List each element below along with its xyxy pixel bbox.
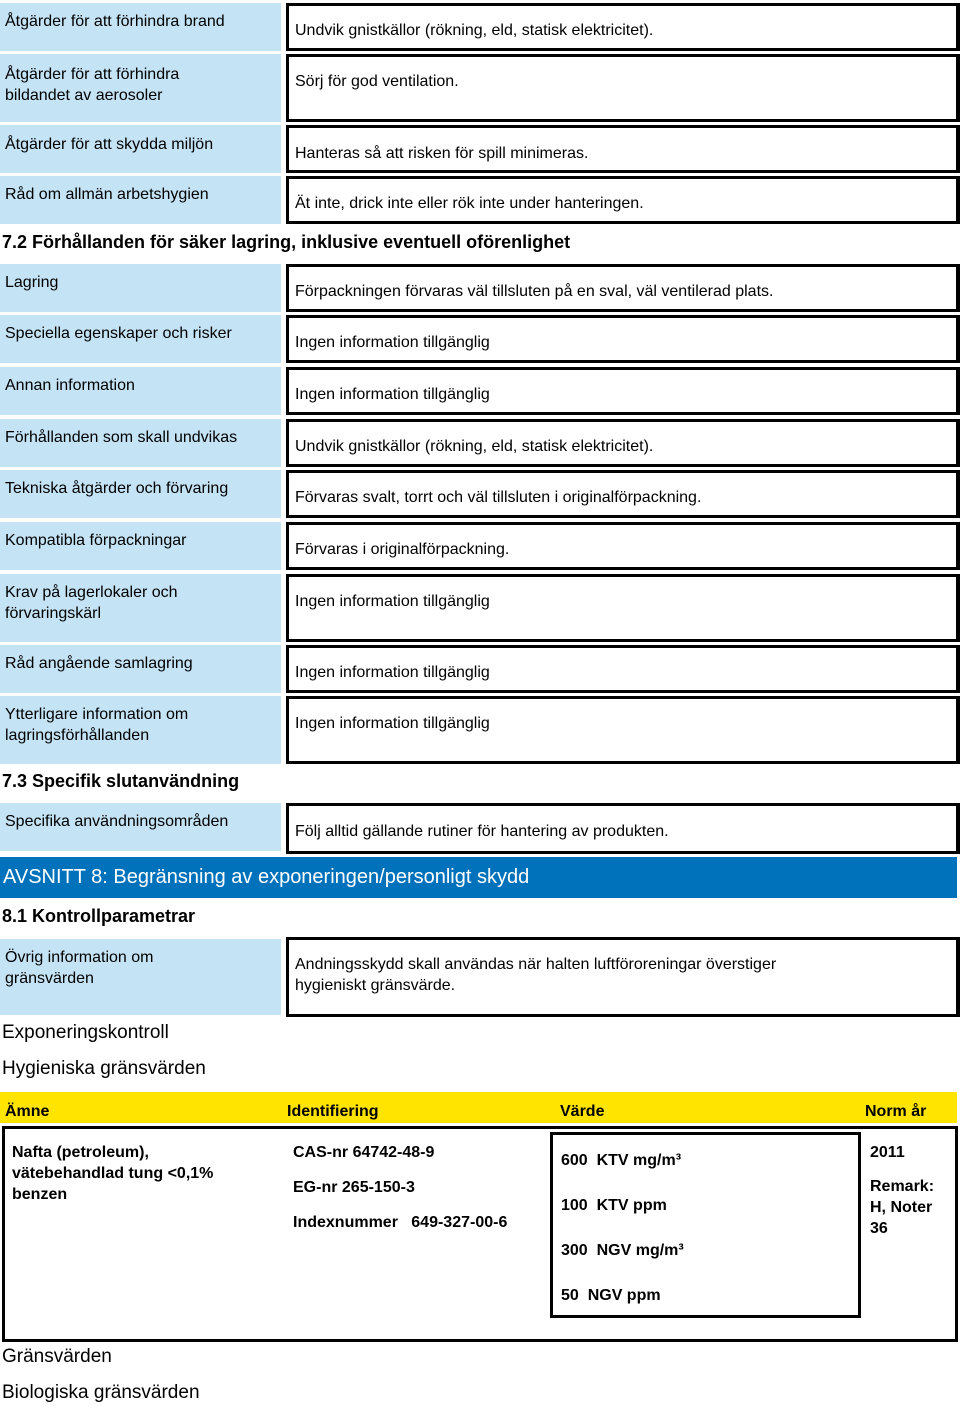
section-8-1-title: 8.1 Kontrollparametrar bbox=[2, 906, 196, 926]
label-limit-info: Övrig information om gränsvärden bbox=[0, 939, 281, 1015]
cell-identification bbox=[293, 1142, 507, 1233]
limit-number: 100 bbox=[561, 1197, 588, 1214]
value-other-information: Ingen information tillgänglig bbox=[286, 367, 960, 415]
value-technical-measures: Förvaras svalt, torrt och väl tillsluten i originalförpackning. bbox=[286, 470, 960, 518]
cas-value: 64742-48-9 bbox=[352, 1144, 435, 1161]
limit-unit: NGV ppm bbox=[587, 1287, 661, 1304]
label-storage-requirements: Krav på lagerlokaler och förvaringskärl bbox=[0, 574, 281, 642]
label-other-information: Annan information bbox=[0, 367, 281, 415]
remark-line: H, Noter bbox=[870, 1199, 933, 1216]
limit-unit: KTV mg/m³ bbox=[596, 1152, 682, 1169]
section-7-2-title: 7.2 Förhållanden för säker lagring, inklusive eventuell oförenlighet bbox=[2, 232, 571, 252]
limit-number: 600 bbox=[561, 1152, 588, 1169]
index-value: 649-327-00-6 bbox=[411, 1214, 508, 1231]
label-fire-prevention: Åtgärder för att förhindra brand bbox=[0, 3, 281, 51]
substance-line: Nafta (petroleum), bbox=[12, 1144, 149, 1161]
exposure-control-title: Exponeringskontroll bbox=[2, 1022, 169, 1043]
value-environment-protection: Hanteras så att risken för spill minimeras. bbox=[286, 125, 960, 173]
eg-value: 265-150-3 bbox=[341, 1179, 415, 1196]
value-conditions-to-avoid: Undvik gnistkällor (rökning, eld, statisk elektricitet). bbox=[286, 419, 960, 467]
value-special-properties: Ingen information tillgänglig bbox=[286, 315, 960, 363]
value-storage-requirements: Ingen information tillgänglig bbox=[286, 574, 960, 642]
eg-label: EG-nr bbox=[293, 1179, 338, 1196]
limit-number: 50 bbox=[561, 1287, 579, 1304]
value-fire-prevention: Undvik gnistkällor (rökning, eld, statisk elektricitet). bbox=[286, 3, 960, 51]
label-compatible-packaging: Kompatibla förpackningar bbox=[0, 522, 281, 570]
cell-norm-year bbox=[870, 1142, 934, 1239]
limit-unit: NGV mg/m³ bbox=[596, 1242, 684, 1259]
section-8-banner: AVSNITT 8: Begränsning av exponeringen/personligt skydd bbox=[0, 857, 957, 898]
label-storage: Lagring bbox=[0, 264, 281, 312]
cas-label: CAS-nr bbox=[293, 1144, 349, 1161]
label-environment-protection: Åtgärder för att skydda miljön bbox=[0, 125, 281, 173]
header-value: Värde bbox=[560, 1103, 605, 1120]
bio-limits-title: Biologiska gränsvärden bbox=[2, 1382, 200, 1403]
label-conditions-to-avoid: Förhållanden som skall undvikas bbox=[0, 419, 281, 467]
value-work-hygiene: Ät inte, drick inte eller rök inte under hanteringen. bbox=[286, 176, 960, 224]
remark-line: Remark: bbox=[870, 1178, 935, 1195]
label-co-storage: Råd angående samlagring bbox=[0, 645, 281, 693]
limits-title: Gränsvärden bbox=[2, 1346, 112, 1367]
value-co-storage: Ingen information tillgänglig bbox=[286, 645, 960, 693]
hygiene-limits-title: Hygieniska gränsvärden bbox=[2, 1058, 206, 1079]
value-specific-uses: Följ alltid gällande rutiner för hantering av produkten. bbox=[286, 803, 960, 854]
header-substance: Ämne bbox=[5, 1103, 50, 1120]
label-additional-storage-info: Ytterligare information om lagringsförhållanden bbox=[0, 696, 281, 764]
substance-line: benzen bbox=[12, 1186, 68, 1203]
label-technical-measures: Tekniska åtgärder och förvaring bbox=[0, 470, 281, 518]
limit-values bbox=[561, 1150, 684, 1306]
remark-line: 36 bbox=[870, 1220, 888, 1237]
substance-line: vätebehandlad tung <0,1% bbox=[12, 1165, 214, 1182]
section-7-3-title: 7.3 Specifik slutanvändning bbox=[2, 771, 240, 791]
value-storage: Förpackningen förvaras väl tillsluten på en sval, väl ventilerad plats. bbox=[286, 264, 960, 312]
label-aerosol-prevention: Åtgärder för att förhindra bildandet av aerosoler bbox=[0, 54, 281, 122]
value-aerosol-prevention: Sörj för god ventilation. bbox=[286, 54, 960, 122]
value-limit-info: Andningsskydd skall användas när halten luftföroreningar överstiger hygieniskt gränsvärde. bbox=[286, 937, 960, 1017]
table-header bbox=[0, 1092, 957, 1123]
limit-number: 300 bbox=[561, 1242, 588, 1259]
limit-unit: KTV ppm bbox=[596, 1197, 667, 1214]
value-compatible-packaging: Förvaras i originalförpackning. bbox=[286, 522, 960, 570]
label-work-hygiene: Råd om allmän arbetshygien bbox=[0, 176, 281, 224]
label-special-properties: Speciella egenskaper och risker bbox=[0, 315, 281, 363]
value-additional-storage-info: Ingen information tillgänglig bbox=[286, 696, 960, 764]
norm-year: 2011 bbox=[870, 1144, 905, 1161]
header-identification: Identifiering bbox=[287, 1103, 379, 1120]
label-specific-uses: Specifika användningsområden bbox=[0, 803, 281, 851]
index-label: Indexnummer bbox=[293, 1214, 398, 1231]
header-norm-year: Norm år bbox=[865, 1103, 927, 1120]
cell-substance bbox=[12, 1142, 272, 1205]
